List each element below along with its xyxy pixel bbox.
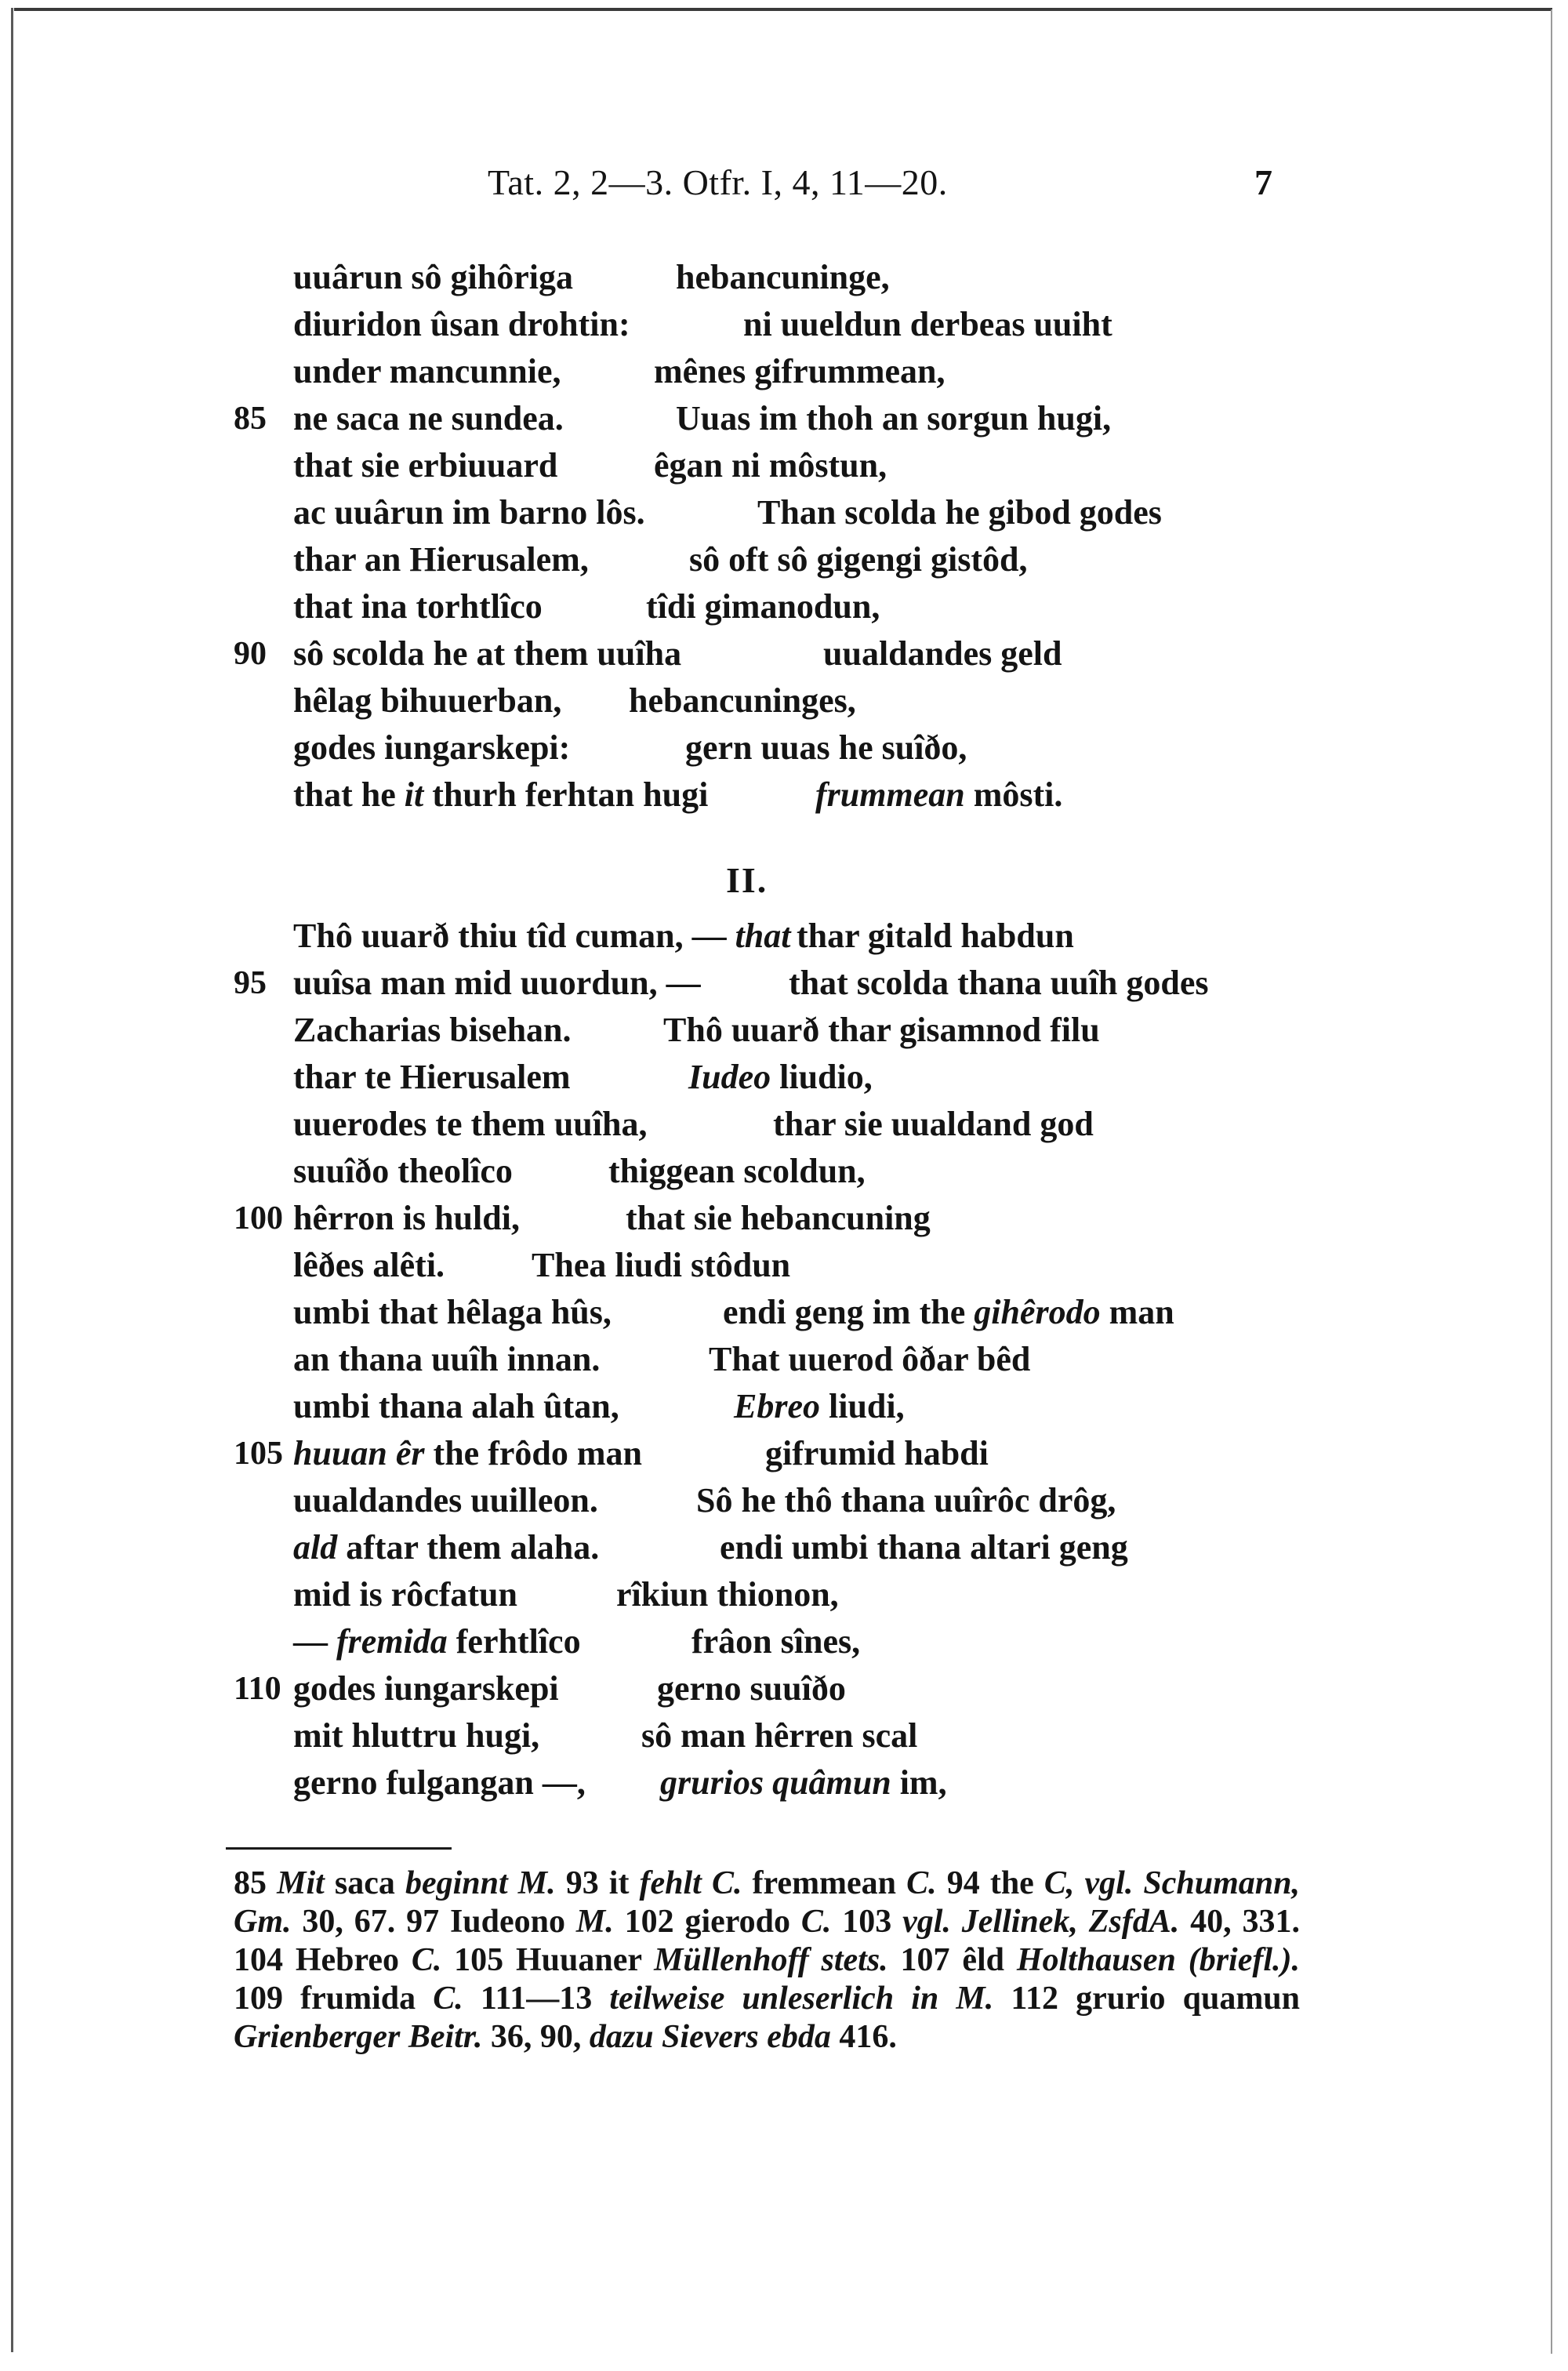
verse-half: thar an Hierusalem,	[293, 540, 589, 579]
verse-half: gifrumid habdi	[765, 1434, 989, 1472]
verse-line	[293, 1054, 873, 1101]
verse-line	[293, 913, 1074, 960]
footnote-ref: 94	[946, 1865, 980, 1901]
verse-line	[293, 630, 1062, 677]
verse-half: ne saca ne sundea.	[293, 399, 564, 438]
verse-half: endi geng im the gihêrodo man	[723, 1293, 1174, 1331]
verse-half: Uuas im thoh an sorgun hugi,	[676, 399, 1112, 438]
verse-half: hêlag bihuuerban,	[293, 681, 562, 720]
verse-half: ald aftar them alaha.	[293, 1528, 600, 1567]
line-number: 90	[234, 636, 267, 672]
footnote-ref: 97	[406, 1904, 440, 1940]
verse-half: mid is rôcfatun	[293, 1575, 517, 1614]
verse-line	[293, 772, 1062, 819]
verse-line	[293, 1712, 917, 1759]
running-title: Tat. 2, 2—3. Otfr. I, 4, 11—20.	[488, 162, 948, 202]
verse-half: uuîsa man mid uuordun, —	[293, 964, 701, 1002]
verse-half: uuerodes te them uuîha,	[293, 1105, 648, 1143]
verse-half: uualdandes uuilleon.	[293, 1481, 598, 1520]
verse-line	[293, 1383, 905, 1430]
verse-half: thar gitald habdun	[797, 917, 1074, 955]
verse-half: Iudeo liudio,	[688, 1058, 873, 1096]
verse-line	[293, 1430, 989, 1477]
verse-half: hebancuninges,	[629, 681, 856, 720]
verse-line	[293, 583, 880, 630]
verse-half: that sie erbiuuard	[293, 446, 558, 485]
footnote-ref: 107	[900, 1942, 950, 1978]
footnote-ref: 103	[842, 1904, 892, 1940]
verse-half: grurios quâmun im,	[660, 1763, 947, 1802]
verse-half: Thea liudi stôdun	[532, 1246, 791, 1284]
footnote-ref: 109	[234, 1981, 283, 2017]
page-number: 7	[1254, 162, 1272, 202]
line-number: 85	[234, 401, 267, 437]
verse-line	[293, 1101, 1094, 1148]
verse-half: Zacharias bisehan.	[293, 1011, 572, 1049]
line-number: 105	[234, 1436, 283, 1472]
verse-line	[293, 1571, 839, 1618]
verse-half: that he it thurh ferhtan hugi	[293, 775, 709, 814]
line-number: 100	[234, 1200, 283, 1236]
verse-half: umbi thana alah ûtan,	[293, 1387, 619, 1425]
verse-half: uualdandes geld	[823, 634, 1062, 673]
verse-half: tîdi gimanodun,	[646, 587, 880, 626]
verse-half: gern uuas he suîðo,	[685, 728, 967, 767]
footnote-ref: 104	[234, 1942, 283, 1978]
verse-line	[293, 1242, 790, 1289]
verse-line	[293, 489, 1162, 536]
verse-line	[293, 960, 1208, 1007]
verse-half: endi umbi thana altari geng	[720, 1528, 1128, 1567]
verse-line	[293, 1148, 866, 1195]
footnote-ref: 112	[1011, 1981, 1059, 2017]
section-numeral: II.	[726, 860, 768, 900]
verse-half: thar sie uualdand god	[773, 1105, 1094, 1143]
verse-half: Sô he thô thana uuîrôc drôg,	[696, 1481, 1116, 1520]
footnote-ref: 93	[565, 1865, 599, 1901]
verse-line	[293, 254, 890, 301]
verse-half: mênes gifrummean,	[654, 352, 946, 390]
verse-line	[293, 1524, 1128, 1571]
verse-half: sô scolda he at them uuîha	[293, 634, 682, 673]
verse-line	[293, 536, 1027, 583]
verse-line	[293, 1477, 1116, 1524]
verse-half: Ebreo liudi,	[734, 1387, 905, 1425]
footnote-ref: 85	[234, 1865, 267, 1901]
verse-half: sô oft sô gigengi gistôd,	[689, 540, 1028, 579]
verse-line	[293, 1195, 931, 1242]
verse-line	[293, 442, 887, 489]
verse-line	[293, 1618, 860, 1665]
page-right-edge	[1551, 9, 1552, 2354]
verse-half: uuârun sô gihôriga	[293, 258, 573, 296]
verse-half: diuridon ûsan drohtin:	[293, 305, 630, 343]
verse-half: umbi that hêlaga hûs,	[293, 1293, 612, 1331]
verse-half: huuan êr the frôdo man	[293, 1434, 642, 1472]
verse-half: êgan ni môstun,	[654, 446, 887, 485]
verse-half: an thana uuîh innan.	[293, 1340, 601, 1378]
verse-line	[293, 1007, 1100, 1054]
verse-half: That uuerod ôðar bêd	[709, 1340, 1031, 1378]
verse-half: that sie hebancuning	[626, 1199, 931, 1237]
verse-line	[293, 677, 856, 724]
line-number: 95	[234, 965, 267, 1001]
verse-half: Thô uuarð thiu tîd cuman, — that	[293, 917, 791, 955]
verse-line	[293, 301, 1112, 348]
verse-half: gerno suuîðo	[657, 1669, 846, 1708]
verse-half: Than scolda he gibod godes	[757, 493, 1162, 532]
footnote-ref: 105	[454, 1942, 504, 1978]
verse-half: lêðes alêti.	[293, 1246, 445, 1284]
verse-half: mit hluttru hugi,	[293, 1716, 540, 1755]
verse-line	[293, 1336, 1030, 1383]
verse-half: suuîðo theolîco	[293, 1152, 513, 1190]
verse-half: hêrron is huldi,	[293, 1199, 520, 1237]
verse-half: rîkiun thionon,	[616, 1575, 839, 1614]
line-number: 110	[234, 1671, 281, 1707]
verse-half: frummean môsti.	[815, 775, 1063, 814]
verse-half: ac uuârun im barno lôs.	[293, 493, 645, 532]
verse-line	[293, 724, 967, 772]
footnotes: 85 Mit saca beginnt M. 93 it fehlt C. fremmean C. 94 the C, vgl. Schumann, Gm. 30, 67. 97 Iudeono M. 102 gierodo C. 103 vgl. Jellinek, ZsfdA. 40, 331. 104 Hebreo C. 105 Huuaner Müllenhoff stets. 107 êld Holthausen (briefl.). 109 frumida C. 111—13 teilweise unleserlich in M. 112 grurio quamun Grienberger Beitr. 36, 90, dazu Sievers ebda 416.	[234, 1865, 1301, 2055]
verse-line	[293, 1759, 947, 1806]
verse-half: ni uueldun derbeas uuiht	[743, 305, 1112, 343]
footnote-rule	[226, 1847, 452, 1850]
verse-half: gerno fulgangan —,	[293, 1763, 586, 1802]
verse-line	[293, 1289, 1174, 1336]
page-left-edge	[11, 8, 13, 2352]
page-top-edge	[14, 8, 1552, 11]
verse-half: that ina torhtlîco	[293, 587, 543, 626]
verse-half: Thô uuarð thar gisamnod filu	[663, 1011, 1100, 1049]
verse-half: that scolda thana uuîh godes	[789, 964, 1209, 1002]
verse-half: under mancunnie,	[293, 352, 561, 390]
verse-half: godes iungarskepi:	[293, 728, 571, 767]
verse-half: frâon sînes,	[691, 1622, 861, 1661]
verse-half: — fremida ferhtlîco	[293, 1622, 581, 1661]
verse-line	[293, 348, 946, 395]
verse-half: thar te Hierusalem	[293, 1058, 571, 1096]
verse-line	[293, 1665, 846, 1712]
footnote-ref: 102	[624, 1904, 674, 1940]
verse-half: sô man hêrren scal	[641, 1716, 918, 1755]
verse-half: thiggean scoldun,	[608, 1152, 866, 1190]
verse-half: godes iungarskepi	[293, 1669, 559, 1708]
footnote-ref: 111—13	[480, 1981, 593, 2017]
verse-line	[293, 395, 1111, 442]
verse-half: hebancuninge,	[676, 258, 890, 296]
